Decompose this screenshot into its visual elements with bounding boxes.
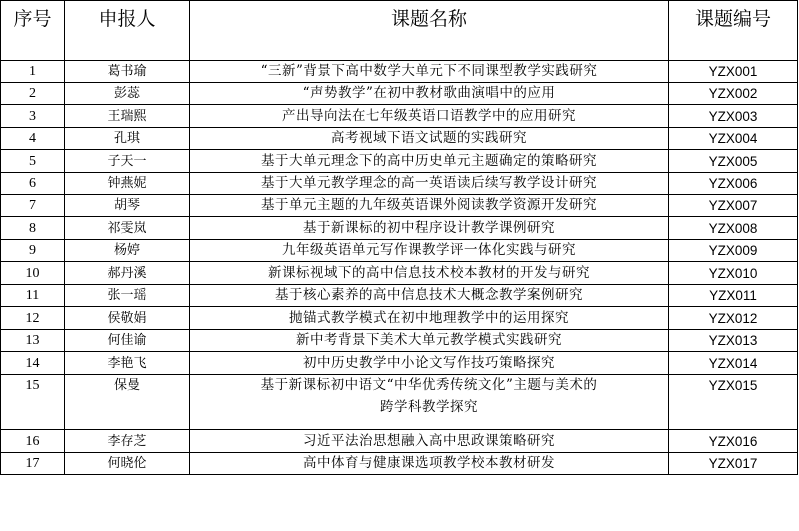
table-row xyxy=(1,217,798,240)
title-cell: “三新”背景下高中数学大单元下不同课型教学实践研究 xyxy=(190,61,669,83)
code-cell: YZX007 xyxy=(669,195,798,217)
applicant-cell: 祁雯岚 xyxy=(65,217,190,240)
seq-cell: 6 xyxy=(1,173,65,195)
applicant-cell: 郝丹溪 xyxy=(65,262,190,285)
code-cell: YZX014 xyxy=(669,352,798,375)
title-cell: 抛锚式教学模式在初中地理教学中的运用探究 xyxy=(190,307,669,330)
table-row xyxy=(1,240,798,262)
seq-cell: 9 xyxy=(1,240,65,262)
seq-cell: 3 xyxy=(1,105,65,128)
code-cell: YZX017 xyxy=(669,453,798,475)
title-cell: 习近平法治思想融入高中思政课策略研究 xyxy=(190,430,669,453)
seq-cell: 13 xyxy=(1,330,65,352)
code-cell: YZX016 xyxy=(669,430,798,453)
applicant-cell: 杨婷 xyxy=(65,240,190,262)
applicant-cell: 彭蕊 xyxy=(65,83,190,105)
seq-cell: 11 xyxy=(1,285,65,307)
code-cell: YZX013 xyxy=(669,330,798,352)
table-row xyxy=(1,307,798,330)
code-cell: YZX010 xyxy=(669,262,798,285)
code-cell: YZX015 xyxy=(669,375,798,430)
title-cell xyxy=(190,375,669,430)
table-row xyxy=(1,453,798,475)
code-cell: YZX008 xyxy=(669,217,798,240)
seq-cell: 14 xyxy=(1,352,65,375)
table-row xyxy=(1,150,798,173)
seq-cell: 8 xyxy=(1,217,65,240)
table-row xyxy=(1,285,798,307)
applicant-cell: 张一瑶 xyxy=(65,285,190,307)
title-cell: 高中体育与健康课选项教学校本教材研发 xyxy=(190,453,669,475)
applicant-cell: 钟燕妮 xyxy=(65,173,190,195)
code-cell: YZX002 xyxy=(669,83,798,105)
table-row xyxy=(1,430,798,453)
table-row xyxy=(1,330,798,352)
title-cell: 基于新课标的初中程序设计教学课例研究 xyxy=(190,217,669,240)
applicant-cell: 孔琪 xyxy=(65,128,190,150)
code-cell: YZX011 xyxy=(669,285,798,307)
title-cell: 新课标视域下的高中信息技术校本教材的开发与研究 xyxy=(190,262,669,285)
code-cell: YZX009 xyxy=(669,240,798,262)
title-line-2: 跨学科教学探究 xyxy=(380,399,478,415)
seq-cell: 1 xyxy=(1,61,65,83)
applicant-cell: 葛书瑜 xyxy=(65,61,190,83)
applicant-cell: 胡琴 xyxy=(65,195,190,217)
code-cell: YZX005 xyxy=(669,150,798,173)
table-row xyxy=(1,83,798,105)
table-row xyxy=(1,128,798,150)
title-cell: 产出导向法在七年级英语口语教学中的应用研究 xyxy=(190,105,669,128)
header-code: 课题编号 xyxy=(669,1,798,61)
seq-cell: 4 xyxy=(1,128,65,150)
title-cell: 基于大单元理念下的高中历史单元主题确定的策略研究 xyxy=(190,150,669,173)
table-row xyxy=(1,195,798,217)
title-cell: 初中历史教学中小论文写作技巧策略探究 xyxy=(190,352,669,375)
title-cell: “声势教学”在初中教材歌曲演唱中的应用 xyxy=(190,83,669,105)
title-cell: 基于大单元教学理念的高一英语读后续写教学设计研究 xyxy=(190,173,669,195)
seq-cell: 2 xyxy=(1,83,65,105)
header-seq: 序号 xyxy=(1,1,65,61)
seq-cell: 7 xyxy=(1,195,65,217)
applicant-cell: 李存芝 xyxy=(65,430,190,453)
title-line-1: 基于新课标初中语文“中华优秀传统文化”主题与美术的 xyxy=(260,377,598,393)
seq-cell: 15 xyxy=(1,375,65,430)
applicant-cell: 何晓伦 xyxy=(65,453,190,475)
applicant-cell: 子天一 xyxy=(65,150,190,173)
header-applicant: 申报人 xyxy=(65,1,190,61)
seq-cell: 5 xyxy=(1,150,65,173)
applicant-cell: 李艳飞 xyxy=(65,352,190,375)
seq-cell: 17 xyxy=(1,453,65,475)
table-row xyxy=(1,262,798,285)
table-row xyxy=(1,375,798,430)
applicant-cell: 保曼 xyxy=(65,375,190,430)
seq-cell: 16 xyxy=(1,430,65,453)
header-row xyxy=(1,1,798,61)
title-cell: 九年级英语单元写作课教学评一体化实践与研究 xyxy=(190,240,669,262)
code-cell: YZX001 xyxy=(669,61,798,83)
title-cell: 新中考背景下美术大单元教学模式实践研究 xyxy=(190,330,669,352)
applicant-cell: 王瑞熙 xyxy=(65,105,190,128)
title-cell: 高考视域下语文试题的实践研究 xyxy=(190,128,669,150)
header-title: 课题名称 xyxy=(190,1,669,61)
title-cell: 基于单元主题的九年级英语课外阅读教学资源开发研究 xyxy=(190,195,669,217)
code-cell: YZX003 xyxy=(669,105,798,128)
table-row xyxy=(1,352,798,375)
table-row xyxy=(1,105,798,128)
table-row xyxy=(1,61,798,83)
code-cell: YZX012 xyxy=(669,307,798,330)
title-cell: 基于核心素养的高中信息技术大概念教学案例研究 xyxy=(190,285,669,307)
applicant-cell: 侯敬娟 xyxy=(65,307,190,330)
seq-cell: 10 xyxy=(1,262,65,285)
code-cell: YZX006 xyxy=(669,173,798,195)
code-cell: YZX004 xyxy=(669,128,798,150)
applicant-cell: 何佳谕 xyxy=(65,330,190,352)
table-row xyxy=(1,173,798,195)
seq-cell: 12 xyxy=(1,307,65,330)
